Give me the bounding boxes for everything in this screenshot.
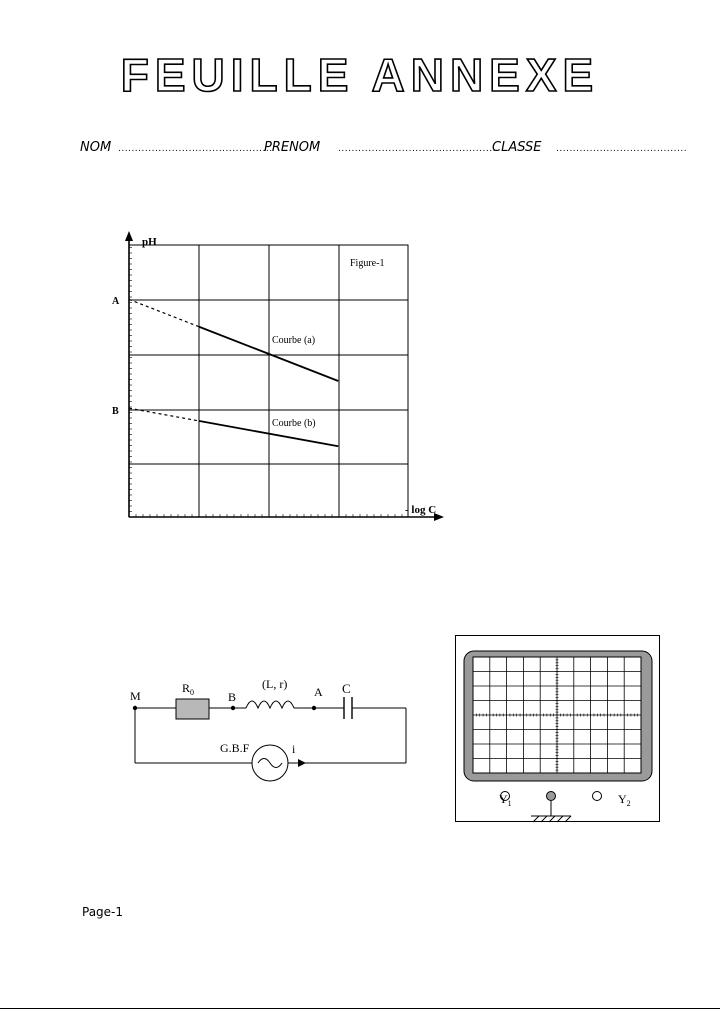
ph-graph	[100, 225, 460, 535]
classe-dots: .......................................	[556, 144, 688, 154]
current-arrow-icon	[298, 759, 306, 767]
figure-label: Figure-1	[350, 258, 385, 269]
inductor-label: (L, r)	[262, 677, 288, 691]
node-dot	[133, 706, 137, 710]
grid	[129, 245, 408, 517]
node-dot	[312, 706, 316, 710]
prenom-dots: ...............................................	[338, 144, 496, 154]
generator-label: G.B.F	[220, 741, 250, 755]
page-number: Page-1	[82, 905, 124, 919]
channel-2-label: $Y_2$	[618, 792, 631, 808]
minor-ticks	[129, 248, 402, 518]
inductor-coil	[246, 701, 294, 708]
curve-a-label: Courbe (a)	[272, 335, 316, 346]
resistor-r0	[176, 699, 209, 719]
footer-rule	[0, 1008, 720, 1009]
prenom-label: PRENOM	[264, 140, 321, 155]
current-label: i	[292, 742, 296, 756]
document-title: FEUILLE ANNEXE	[120, 49, 600, 101]
y-axis-arrow	[125, 231, 133, 241]
curve-a-extrapolation	[129, 299, 199, 326]
nom-label: NOM	[80, 140, 112, 155]
y-axis-label: pH	[142, 236, 157, 248]
point-a-label: A	[112, 296, 120, 307]
ground-input[interactable]	[547, 792, 556, 801]
node-dot	[231, 706, 235, 710]
rlc-circuit	[120, 670, 420, 790]
point-b-label: B	[112, 406, 119, 417]
sine-wave-icon	[258, 759, 282, 768]
nom-dots: ..............................................	[118, 144, 273, 154]
r0-label: $R_0$	[182, 681, 195, 697]
channel-2-input[interactable]	[593, 792, 602, 801]
curve-b-label: Courbe (b)	[272, 418, 316, 429]
oscilloscope	[455, 635, 665, 830]
channel-1-label: $Y_1$	[499, 792, 512, 808]
node-a-label: A	[314, 685, 323, 699]
capacitor-label: C	[342, 681, 351, 696]
node-b-label: B	[228, 690, 237, 704]
identity-fields	[80, 140, 688, 160]
node-m-label: M	[130, 689, 141, 703]
x-axis-label: - log C	[405, 504, 437, 516]
classe-label: CLASSE	[492, 140, 542, 155]
